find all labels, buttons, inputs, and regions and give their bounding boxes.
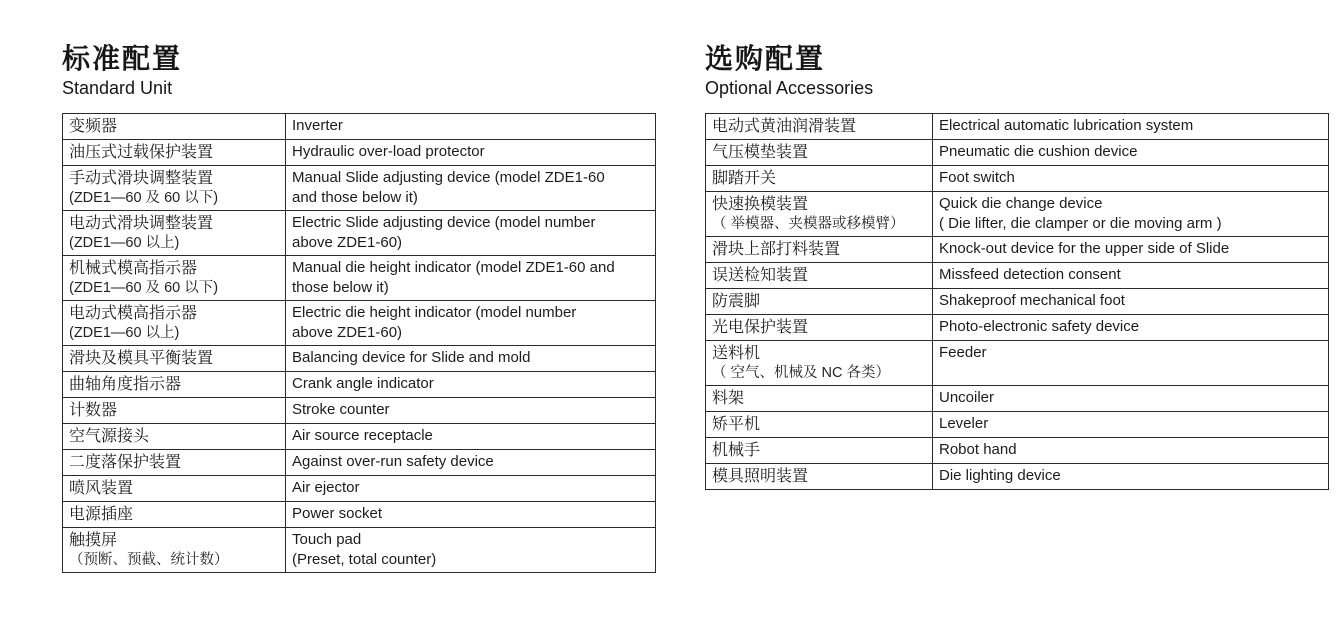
item-description-cell — [933, 289, 1329, 315]
table-row — [63, 301, 656, 346]
item-text: Leveler — [939, 415, 989, 432]
table-row — [63, 140, 656, 166]
item-subtext: and those below it) — [292, 189, 418, 206]
item-text: 机械手 — [712, 442, 761, 459]
item-text: 触摸屏 — [69, 532, 118, 549]
item-description-cell — [933, 263, 1329, 289]
item-description-cell — [933, 192, 1329, 237]
optional-accessories-table — [705, 113, 1329, 490]
item-text: Inverter — [292, 117, 343, 134]
item-description-cell — [933, 464, 1329, 490]
item-name-cell — [706, 289, 933, 315]
item-description-cell — [286, 450, 656, 476]
table-row — [706, 464, 1329, 490]
item-description-cell — [286, 140, 656, 166]
table-row — [706, 412, 1329, 438]
item-text: 喷风装置 — [69, 480, 134, 497]
item-description-cell — [286, 372, 656, 398]
item-text: Robot hand — [939, 441, 1017, 458]
standard-unit-title-zh: 标准配置 — [62, 43, 183, 74]
table-row — [63, 211, 656, 256]
item-name-cell — [706, 263, 933, 289]
item-text: 空气源接头 — [69, 428, 150, 445]
item-text: Pneumatic die cushion device — [939, 143, 1138, 160]
item-description-cell — [286, 114, 656, 140]
item-description-cell — [933, 237, 1329, 263]
table-row — [63, 476, 656, 502]
item-name-cell — [63, 424, 286, 450]
table-row — [63, 424, 656, 450]
item-text: 矫平机 — [712, 416, 761, 433]
item-subtext: (ZDE1—60 及 60 以下) — [69, 280, 219, 296]
item-name-cell — [706, 114, 933, 140]
item-name-cell — [63, 398, 286, 424]
item-text: Manual Slide adjusting device (model ZDE1-60 — [292, 169, 605, 186]
optional-accessories-title-en: Optional Accessories — [705, 78, 874, 98]
item-name-cell — [706, 412, 933, 438]
item-text: 油压式过载保护装置 — [69, 144, 214, 161]
table-row — [63, 166, 656, 211]
item-text: 变频器 — [69, 118, 118, 135]
item-text: Air source receptacle — [292, 427, 433, 444]
table-row — [706, 341, 1329, 386]
item-subtext: (ZDE1—60 以上) — [69, 325, 180, 341]
item-description-cell — [933, 386, 1329, 412]
item-description-cell — [286, 256, 656, 301]
standard-unit-table — [62, 113, 656, 573]
item-text: 气压模垫装置 — [712, 144, 809, 161]
item-description-cell — [286, 166, 656, 211]
item-description-cell — [286, 346, 656, 372]
item-name-cell — [63, 528, 286, 573]
item-name-cell — [63, 346, 286, 372]
item-text: Feeder — [939, 344, 987, 361]
item-text: Balancing device for Slide and mold — [292, 349, 531, 366]
item-text: 机械式模高指示器 — [69, 260, 198, 277]
table-row — [63, 256, 656, 301]
item-subtext: （ 空气、机械及 NC 各类） — [712, 365, 891, 381]
item-text: Electric die height indicator (model number — [292, 304, 577, 321]
table-row — [63, 114, 656, 140]
item-text: 电动式滑块调整装置 — [69, 215, 214, 232]
table-row — [706, 315, 1329, 341]
item-description-cell — [286, 476, 656, 502]
item-description-cell — [933, 438, 1329, 464]
standard-unit-title-en: Standard Unit — [62, 78, 173, 98]
item-text: Air ejector — [292, 479, 360, 496]
item-text: 送料机 — [712, 345, 761, 362]
item-text: 滑块上部打料装置 — [712, 241, 841, 258]
standard-unit-section — [62, 42, 656, 573]
table-row — [706, 263, 1329, 289]
item-description-cell — [286, 424, 656, 450]
item-name-cell — [63, 476, 286, 502]
item-text: 模具照明装置 — [712, 468, 809, 485]
item-description-cell — [933, 315, 1329, 341]
table-row — [63, 398, 656, 424]
optional-accessories-section — [705, 42, 1329, 490]
optional-accessories-title-zh: 选购配置 — [705, 43, 826, 74]
item-text: 电动式黄油润滑装置 — [712, 118, 857, 135]
item-text: Against over-run safety device — [292, 453, 494, 470]
item-text: 光电保护装置 — [712, 319, 809, 336]
item-name-cell — [63, 140, 286, 166]
item-subtext: above ZDE1-60) — [292, 324, 403, 341]
item-name-cell — [706, 192, 933, 237]
table-row — [706, 237, 1329, 263]
table-row — [706, 166, 1329, 192]
item-text: Touch pad — [292, 531, 362, 548]
item-text: 误送检知装置 — [712, 267, 809, 284]
item-subtext: (ZDE1—60 以上) — [69, 235, 180, 251]
table-row — [706, 386, 1329, 412]
item-description-cell — [933, 114, 1329, 140]
item-name-cell — [63, 372, 286, 398]
item-description-cell — [933, 140, 1329, 166]
item-subtext: （预断、预截、统计数） — [69, 552, 229, 568]
item-text: 手动式滑块调整装置 — [69, 170, 214, 187]
item-description-cell — [286, 502, 656, 528]
item-name-cell — [706, 315, 933, 341]
item-text: Electrical automatic lubrication system — [939, 117, 1194, 134]
item-text: Quick die change device — [939, 195, 1103, 212]
item-text: 脚踏开关 — [712, 170, 777, 187]
item-text: 快速换模装置 — [712, 196, 809, 213]
item-text: 防震脚 — [712, 293, 761, 310]
item-text: Hydraulic over-load protector — [292, 143, 485, 160]
item-description-cell — [286, 528, 656, 573]
item-description-cell — [286, 301, 656, 346]
item-description-cell — [286, 211, 656, 256]
item-name-cell — [706, 464, 933, 490]
table-row — [63, 346, 656, 372]
item-name-cell — [63, 502, 286, 528]
item-name-cell — [63, 256, 286, 301]
item-text: 滑块及模具平衡装置 — [69, 350, 214, 367]
item-name-cell — [706, 166, 933, 192]
item-subtext: above ZDE1-60) — [292, 234, 403, 251]
item-name-cell — [706, 341, 933, 386]
item-name-cell — [706, 438, 933, 464]
item-name-cell — [706, 237, 933, 263]
table-row — [706, 140, 1329, 166]
item-text: Manual die height indicator (model ZDE1-60 and — [292, 259, 615, 276]
item-description-cell — [933, 341, 1329, 386]
item-description-cell — [933, 166, 1329, 192]
item-text: Power socket — [292, 505, 383, 522]
item-subtext: those below it) — [292, 279, 389, 296]
item-subtext: (Preset, total counter) — [292, 551, 437, 568]
item-text: Electric Slide adjusting device (model number — [292, 214, 596, 231]
table-row — [706, 438, 1329, 464]
item-text: Crank angle indicator — [292, 375, 434, 392]
item-text: 电源插座 — [69, 506, 134, 523]
item-text: Shakeproof mechanical foot — [939, 292, 1125, 309]
item-name-cell — [706, 140, 933, 166]
item-description-cell — [933, 412, 1329, 438]
item-name-cell — [706, 386, 933, 412]
item-text: Stroke counter — [292, 401, 390, 418]
table-row — [63, 528, 656, 573]
item-text: 电动式模高指示器 — [69, 305, 198, 322]
item-subtext: ( Die lifter, die clamper or die moving arm ) — [939, 215, 1222, 232]
item-subtext: (ZDE1—60 及 60 以下) — [69, 190, 219, 206]
item-text: Foot switch — [939, 169, 1015, 186]
item-name-cell — [63, 301, 286, 346]
table-row — [63, 450, 656, 476]
item-name-cell — [63, 114, 286, 140]
item-text: Photo-electronic safety device — [939, 318, 1140, 335]
item-subtext: （ 举模器、夹模器或移模臂） — [712, 216, 905, 232]
item-name-cell — [63, 450, 286, 476]
item-text: Knock-out device for the upper side of Slide — [939, 240, 1230, 257]
item-text: 料架 — [712, 390, 745, 407]
item-text: 曲轴角度指示器 — [69, 376, 182, 393]
table-row — [706, 289, 1329, 315]
item-text: 二度落保护装置 — [69, 454, 182, 471]
item-text: Missfeed detection consent — [939, 266, 1121, 283]
item-text: 计数器 — [69, 402, 118, 419]
table-row — [63, 502, 656, 528]
item-text: Uncoiler — [939, 389, 995, 406]
table-row — [706, 114, 1329, 140]
item-description-cell — [286, 398, 656, 424]
table-row — [706, 192, 1329, 237]
item-text: Die lighting device — [939, 467, 1061, 484]
item-name-cell — [63, 166, 286, 211]
table-row — [63, 372, 656, 398]
item-name-cell — [63, 211, 286, 256]
